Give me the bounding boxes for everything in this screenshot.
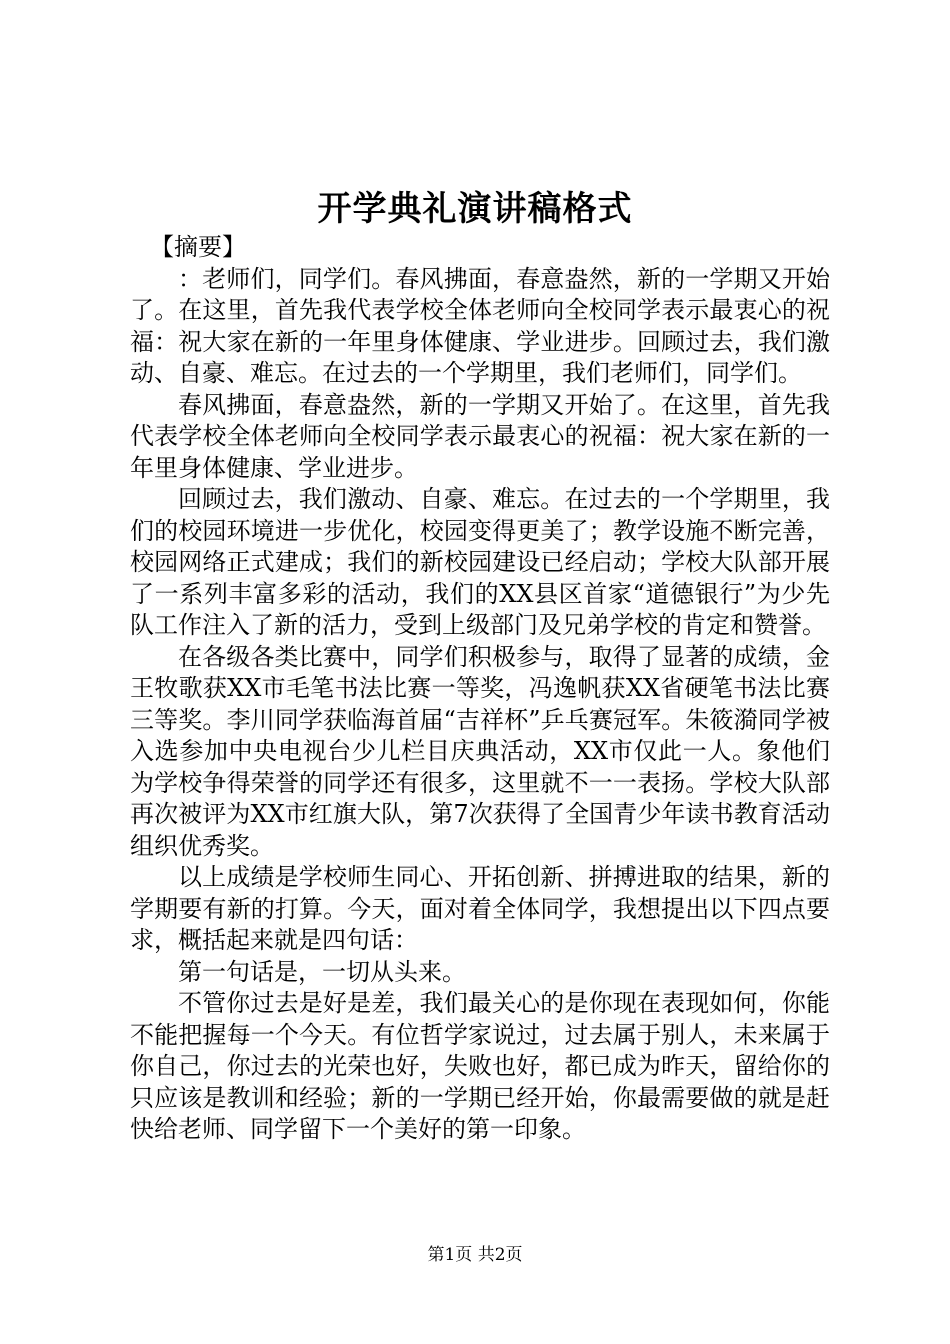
paragraph-3: 回顾过去，我们激动、自豪、难忘。在过去的一个学期里，我们的校园环境进一步优化，校园变得更美了；教学设施不断完善，校园网络正式建成；我们的新校园建设已经启动；学校大队部开展了一系列丰富多彩的活动，我们的XX县区首家“道德银行”为少先队工作注入了新的活力，受到上级部门及兄弟学校的肯定和赞誉。 bbox=[130, 485, 830, 639]
paragraph-2: 春风拂面，春意盎然，新的一学期又开始了。在这里，首先我代表学校全体老师向全校同学表示最衷心的祝福：祝大家在新的一年里身体健康、学业进步。 bbox=[130, 390, 830, 482]
document-body bbox=[130, 232, 830, 1146]
page-footer: 第1页 共2页 bbox=[427, 1245, 523, 1265]
paragraph-5: 以上成绩是学校师生同心、开拓创新、拼搏进取的结果，新的学期要有新的打算。今天，面对着全体同学，我想提出以下四点要求，概括起来就是四句话： bbox=[130, 863, 830, 954]
abstract-label: 【摘要】 bbox=[150, 233, 246, 261]
paragraph-1: ：老师们，同学们。春风拂面，春意盎然，新的一学期又开始了。在这里，首先我代表学校全体老师向全校同学表示最衷心的祝福：祝大家在新的一年里身体健康、学业进步。回顾过去，我们激动、自豪、难忘。在过去的一个学期里，我们老师们，同学们。 bbox=[130, 264, 830, 387]
document-title: 开学典礼演讲稿格式 bbox=[317, 189, 633, 229]
paragraph-7: 不管你过去是好是差，我们最关心的是你现在表现如何，你能不能把握每一个今天。有位哲学家说过，过去属于别人，未来属于你自己，你过去的光荣也好，失败也好，都已成为昨天，留给你的只应该是教训和经验；新的一学期已经开始，你最需要做的就是赶快给老师、同学留下一个美好的第一印象。 bbox=[130, 989, 830, 1143]
paragraph-4: 在各级各类比赛中，同学们积极参与，取得了显著的成绩，金王牧歌获XX市毛笔书法比赛一等奖，冯逸帆获XX省硬笔书法比赛三等奖。李川同学获临海首届“吉祥杯”乒乓赛冠军。朱筱漪同学被入选参加中央电视台少儿栏目庆典活动，XX市仅此一人。象他们为学校争得荣誉的同学还有很多，这里就不一一表扬。学校大队部再次被评为XX市红旗大队，第7次获得了全国青少年读书教育活动组织优秀奖。 bbox=[130, 642, 830, 860]
paragraph-6: 第一句话是，一切从头来。 bbox=[178, 957, 466, 986]
